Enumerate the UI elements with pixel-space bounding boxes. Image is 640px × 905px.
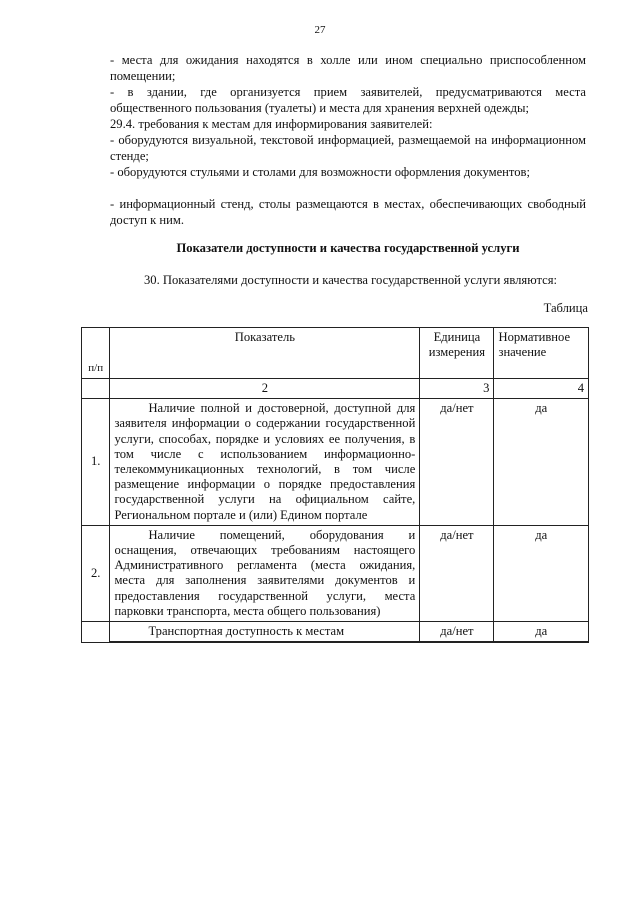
table-row (82, 622, 589, 643)
header-indicator: Показатель (110, 328, 420, 379)
row-number (82, 622, 110, 643)
paragraph-info-requirements: 29.4. требования к местам для информирования заявителей: (110, 117, 433, 131)
row-number: 2. (82, 525, 110, 621)
row-norm: да (494, 525, 589, 621)
header-unit: Единица измерения (420, 328, 494, 379)
row-norm: да (494, 622, 589, 643)
numbering-cell-3: 3 (420, 379, 494, 399)
header-norm: Нормативное значение (494, 328, 589, 379)
section-heading: Показатели доступности и качества государственной услуги (176, 241, 520, 255)
paragraph-free-access: - информационный стенд, столы размещаются в местах, обеспечивающих свободный доступ к ним. (110, 197, 586, 228)
paragraph-chairs-tables: - оборудуются стульями и столами для возможности оформления документов; (110, 165, 530, 179)
paragraph-info-stand: - оборудуются визуальной, текстовой информацией, размещаемой на информационном стенде; (110, 133, 586, 164)
table-numbering-row (82, 379, 589, 399)
indicators-table (81, 327, 589, 643)
row-unit: да/нет (420, 399, 494, 526)
numbering-cell-4: 4 (494, 379, 589, 399)
header-num: п/п (82, 328, 110, 379)
table-row (82, 525, 589, 621)
paragraph-30: 30. Показателями доступности и качества государственной услуги являются: (144, 273, 557, 287)
numbering-cell-2: 2 (110, 379, 420, 399)
table-row (82, 399, 589, 526)
row-indicator: Транспортная доступность к местам (110, 622, 420, 643)
row-unit: да/нет (420, 525, 494, 621)
row-indicator: Наличие помещений, оборудования и оснащения, отвечающих требованиям настоящего Административного регламента (места ожидания, места для заполнения заявителями документов и предоставления государственной услуги, места парковки транспорта, места общего пользования) (110, 525, 420, 621)
paragraph-public-facilities: - в здании, где организуется прием заявителей, предусматриваются места общественного пользования (туалеты) и места для хранения верхней одежды; (110, 85, 586, 116)
row-unit: да/нет (420, 622, 494, 643)
paragraph-waiting-places: - места для ожидания находятся в холле или ином специально приспособленном помещении; (110, 53, 586, 84)
row-indicator: Наличие полной и достоверной, доступной для заявителя информации о содержании государственной услуги, способах, порядке и условиях ее получения, в том числе с использованием информационно-телекоммуникационных технологий, в том числе размещение информации о порядке предоставления государственной услуги на официальном сайте, Региональном портале и (или) Едином портале (110, 399, 420, 526)
numbering-cell-empty (82, 379, 110, 399)
row-norm: да (494, 399, 589, 526)
table-caption: Таблица (543, 301, 588, 315)
page-number: 27 (314, 24, 326, 36)
table-header-row (82, 328, 589, 379)
row-number: 1. (82, 399, 110, 526)
